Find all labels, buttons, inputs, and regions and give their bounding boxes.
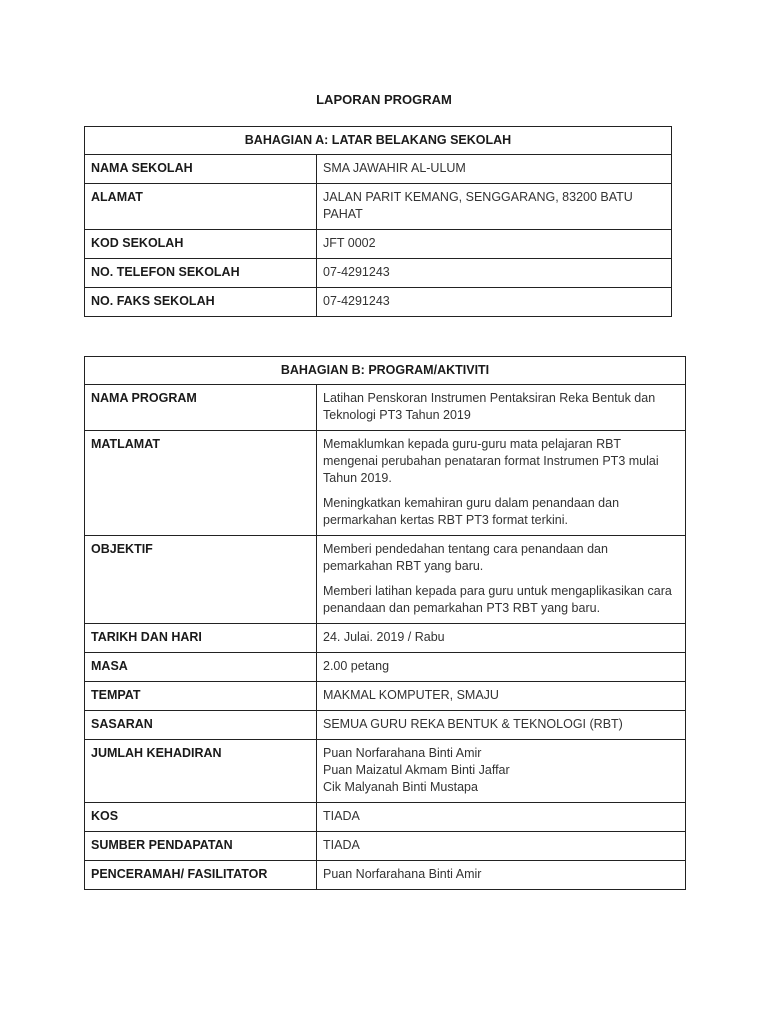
row-value: SEMUA GURU REKA BENTUK & TEKNOLOGI (RBT)	[317, 711, 686, 740]
row-value: MAKMAL KOMPUTER, SMAJU	[317, 682, 686, 711]
section-b-heading: BAHAGIAN B: PROGRAM/AKTIVITI	[85, 357, 686, 385]
row-value	[317, 431, 686, 536]
table-row	[85, 682, 686, 711]
section-a-table	[84, 126, 672, 317]
row-value: TIADA	[317, 803, 686, 832]
table-row	[85, 288, 672, 317]
table-row	[85, 653, 686, 682]
row-label: NO. TELEFON SEKOLAH	[85, 259, 317, 288]
table-row	[85, 803, 686, 832]
row-label: NAMA SEKOLAH	[85, 155, 317, 184]
row-label: ALAMAT	[85, 184, 317, 230]
matlamat-paragraph-2: Meningkatkan kemahiran guru dalam penandaan dan permarkahan kertas RBT PT3 format terkini.	[323, 496, 620, 527]
row-label: JUMLAH KEHADIRAN	[85, 740, 317, 803]
objektif-paragraph-2: Memberi latihan kepada para guru untuk mengaplikasikan cara penandaan dan pemarkahan PT3 RBT yang baru.	[323, 584, 672, 615]
row-value: SMA JAWAHIR AL-ULUM	[317, 155, 672, 184]
row-value: Puan Norfarahana Binti Amir	[317, 861, 686, 890]
table-row	[85, 230, 672, 259]
objektif-paragraph-1: Memberi pendedahan tentang cara penandaan dan pemarkahan RBT yang baru.	[323, 542, 608, 573]
row-label: TARIKH DAN HARI	[85, 624, 317, 653]
row-label: MASA	[85, 653, 317, 682]
row-label: KOS	[85, 803, 317, 832]
row-label: KOD SEKOLAH	[85, 230, 317, 259]
table-row	[85, 740, 686, 803]
row-label: MATLAMAT	[85, 431, 317, 536]
row-value: 07-4291243	[317, 259, 672, 288]
table-row	[85, 624, 686, 653]
table-row	[85, 259, 672, 288]
row-label: OBJEKTIF	[85, 536, 317, 624]
row-value: JALAN PARIT KEMANG, SENGGARANG, 83200 BATU PAHAT	[317, 184, 672, 230]
row-value: 24. Julai. 2019 / Rabu	[317, 624, 686, 653]
row-value	[317, 740, 686, 803]
matlamat-paragraph-1: Memaklumkan kepada guru-guru mata pelajaran RBT mengenai perubahan penataran format Instrumen PT3 mulai Tahun 2019.	[323, 437, 659, 485]
table-row	[85, 832, 686, 861]
row-label: PENCERAMAH/ FASILITATOR	[85, 861, 317, 890]
attendee-name: Puan Maizatul Akmam Binti Jaffar	[323, 763, 510, 777]
section-a-heading: BAHAGIAN A: LATAR BELAKANG SEKOLAH	[85, 127, 672, 155]
table-row	[85, 184, 672, 230]
attendee-name: Puan Norfarahana Binti Amir	[323, 746, 482, 760]
row-value: 2.00 petang	[317, 653, 686, 682]
row-label: TEMPAT	[85, 682, 317, 711]
row-value	[317, 536, 686, 624]
table-row	[85, 536, 686, 624]
row-label: NAMA PROGRAM	[85, 385, 317, 431]
row-label: NO. FAKS SEKOLAH	[85, 288, 317, 317]
row-value: 07-4291243	[317, 288, 672, 317]
section-b-table	[84, 356, 686, 890]
row-label: SASARAN	[85, 711, 317, 740]
table-row	[85, 431, 686, 536]
table-row	[85, 711, 686, 740]
row-value: Latihan Penskoran Instrumen Pentaksiran Reka Bentuk dan Teknologi PT3 Tahun 2019	[317, 385, 686, 431]
row-value: JFT 0002	[317, 230, 672, 259]
attendee-name: Cik Malyanah Binti Mustapa	[323, 780, 478, 794]
table-row	[85, 861, 686, 890]
row-value: TIADA	[317, 832, 686, 861]
document-title: LAPORAN PROGRAM	[316, 92, 452, 107]
table-row	[85, 385, 686, 431]
row-label: SUMBER PENDAPATAN	[85, 832, 317, 861]
table-row	[85, 155, 672, 184]
